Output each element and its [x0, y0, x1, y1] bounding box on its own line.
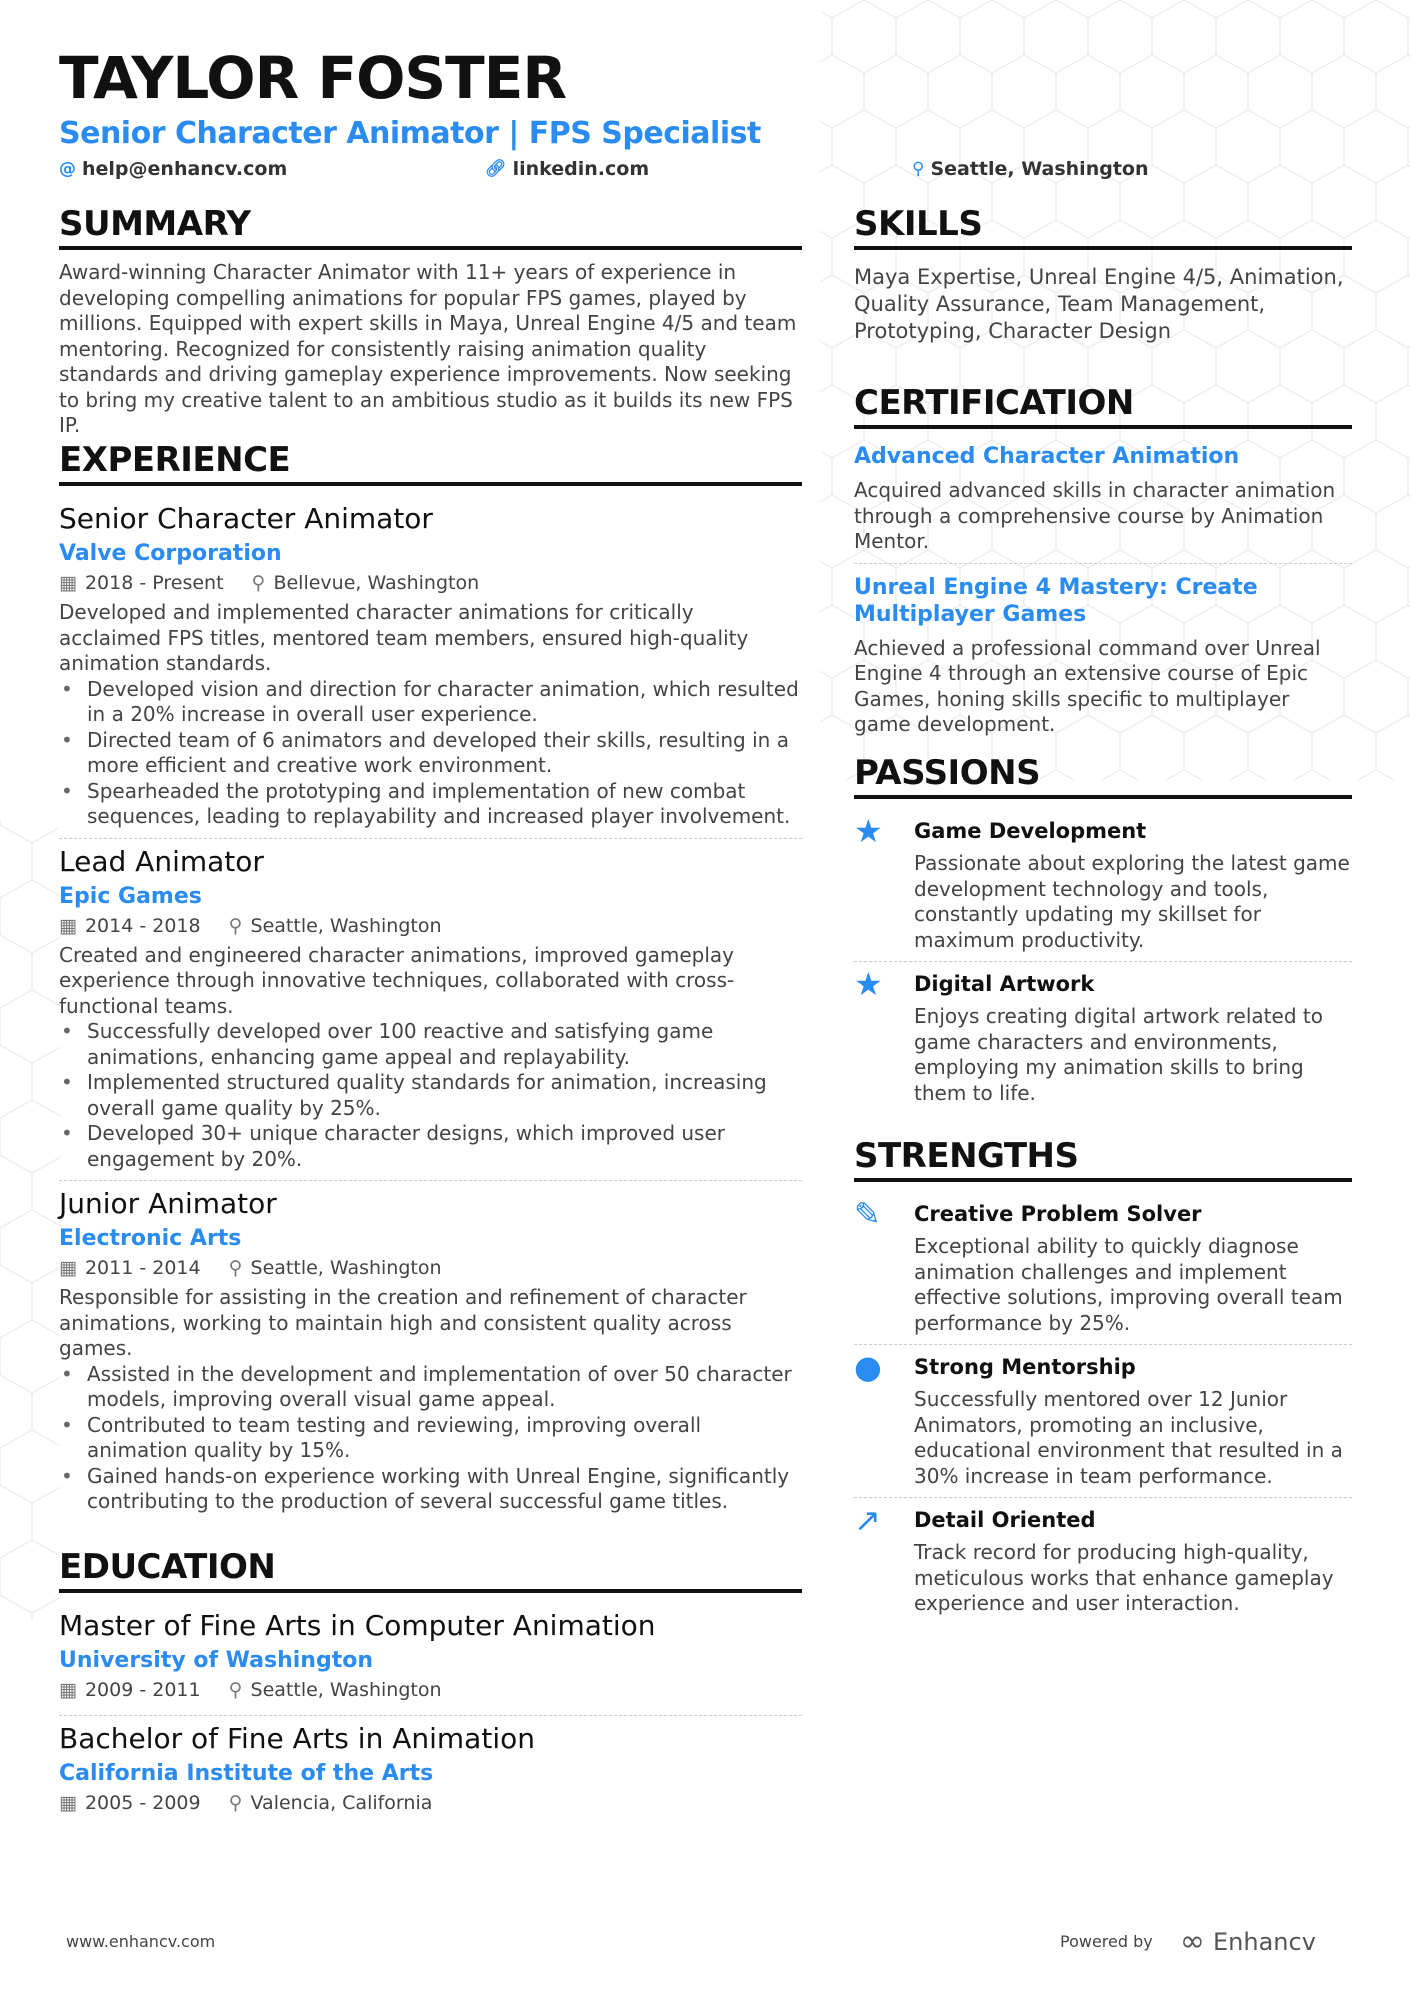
link-icon: 🔗︎ [485, 159, 507, 179]
infinity-icon: ∞ [1180, 1924, 1205, 1959]
contact-link[interactable]: 🔗︎ linkedin.com [485, 158, 650, 180]
item-description: Passionate about exploring the latest game development technology and tools, constantly updating my skillset for maximum productivity. [914, 851, 1350, 952]
location: ⚲ Seattle, Washington [228, 914, 442, 937]
calendar-icon: ▦ [59, 572, 77, 594]
degree: Bachelor of Fine Arts in Animation [59, 1722, 535, 1755]
dates: ▦ 2018 - Present [59, 572, 224, 594]
summary-section [59, 204, 802, 439]
enhancv-logo[interactable]: ∞ Enhancv [1180, 1924, 1316, 1959]
location: ⚲ Seattle, Washington [228, 1257, 442, 1279]
location-pin-icon: ⚲ [228, 1257, 243, 1279]
certification-title: Unreal Engine 4 Mastery: Create Multiplayer Games [854, 574, 1258, 627]
dates: ▦ 2009 - 2011 [59, 1679, 201, 1701]
certification-section [854, 383, 1352, 752]
bullet-list [59, 1362, 802, 1515]
candidate-name: TAYLOR FOSTER [59, 44, 566, 112]
skills-section [854, 204, 1352, 345]
item-description: Enjoys creating digital artwork related to game characters and environments, employing my animation skills to bring them to life. [914, 1004, 1323, 1105]
item-description: Track record for producing high-quality, meticulous works that enhance gameplay experience and user interaction. [914, 1540, 1334, 1615]
dates: ▦ 2014 - 2018 [59, 914, 201, 937]
item-description: Successfully mentored over 12 Junior Animators, promoting an inclusive, educational environment that resulted in a 30% increase in team performance. [914, 1387, 1343, 1488]
job-description: Created and engineered character animations, improved gameplay experience through innovative techniques, collaborated with cross-functional teams. [59, 942, 735, 1018]
contact-location: ⚲ Seattle, Washington [912, 158, 1149, 180]
job-title: Lead Animator [59, 844, 264, 878]
location-pin-icon: ⚲ [912, 159, 925, 179]
company-name: Valve Corporation [59, 541, 282, 566]
location-pin-icon: ⚲ [251, 572, 266, 594]
job-title: Junior Animator [59, 1187, 277, 1220]
item-title: Creative Problem Solver [914, 1202, 1202, 1226]
section-heading: SKILLS [854, 204, 1352, 250]
location-pin-icon: ⚲ [228, 1679, 243, 1701]
candidate-title: Senior Character Animator | FPS Specialist [59, 116, 761, 151]
head-icon: ● [854, 1348, 882, 1386]
location: ⚲ Bellevue, Washington [251, 572, 480, 594]
degree: Master of Fine Arts in Computer Animation [59, 1609, 656, 1642]
strengths-item [854, 1192, 1352, 1345]
school-name: California Institute of the Arts [59, 1761, 434, 1786]
location-pin-icon: ⚲ [228, 914, 243, 937]
bullet: • Implemented structured quality standards for animation, increasing overall game quality by 25%. [59, 1070, 802, 1121]
strengths-item [854, 1498, 1352, 1625]
job-description: Responsible for assisting in the creation and refinement of character animations, working to maintain high and consistent quality across games. [59, 1285, 747, 1360]
footer-powered: Powered by [1060, 1932, 1153, 1951]
at-icon: @ [59, 159, 76, 179]
bullet-list [59, 677, 802, 830]
section-heading: STRENGTHS [854, 1136, 1352, 1182]
calendar-icon: ▦ [59, 1679, 77, 1701]
summary-text: Award-winning Character Animator with 11+ years of experience in developing compelling animations for popular FPS games, played by millions. Equipped with expert skills in Maya, Unreal Engine 4/5 and team mentoring. Recognized for consistently raising animation quality standards and driving gameplay experience improvements. Now seeking to bring my creative talent to an ambitious studio as it builds its new FPS IP. [59, 260, 797, 437]
star-icon: ★ [854, 812, 883, 850]
experience-entry [59, 839, 802, 1182]
bullet: • Successfully developed over 100 reactive and satisfying game animations, enhancing game appeal and replayability. [59, 1019, 802, 1070]
certification-entry [854, 570, 1352, 746]
bullet: • Directed team of 6 animators and developed their skills, resulting in a more efficient and creative work environment. [59, 728, 802, 779]
section-heading: PASSIONS [854, 753, 1352, 799]
calendar-icon: ▦ [59, 914, 77, 937]
bullet: • Developed vision and direction for character animation, which resulted in a 20% increase in overall user experience. [59, 677, 802, 728]
contact-email[interactable]: @ help@enhancv.com [59, 158, 288, 180]
company-name: Electronic Arts [59, 1226, 242, 1251]
passions-section [854, 753, 1352, 1114]
dates: ▦ 2005 - 2009 [59, 1792, 201, 1814]
strategy-icon: ↗ [854, 1501, 881, 1539]
section-heading: SUMMARY [59, 204, 802, 250]
item-title: Detail Oriented [914, 1508, 1096, 1532]
footer-website[interactable]: www.enhancv.com [66, 1932, 216, 1951]
education-entry [59, 1716, 802, 1828]
certification-description: Achieved a professional command over Unreal Engine 4 through an extensive course of Epic Games, honing skills specific to multiplayer game development. [854, 635, 1321, 736]
certification-entry [854, 439, 1352, 564]
bullet: • Assisted in the development and implementation of over 50 character models, improving overall visual game appeal. [59, 1362, 802, 1413]
company-name: Epic Games [59, 883, 202, 909]
bullet-list [59, 1019, 802, 1172]
passions-item [854, 962, 1352, 1114]
skills-text: Maya Expertise, Unreal Engine 4/5, Animation, Quality Assurance, Team Management, Prototyping, Character Design [854, 265, 1344, 343]
location: ⚲ Seattle, Washington [228, 1679, 442, 1701]
item-title: Game Development [914, 819, 1147, 843]
strengths-section [854, 1136, 1352, 1625]
location: ⚲ Valencia, California [228, 1792, 433, 1814]
item-title: Digital Artwork [914, 972, 1095, 996]
bullet: • Gained hands-on experience working with Unreal Engine, significantly contributing to the production of several successful game titles. [59, 1464, 802, 1515]
bullet: • Contributed to team testing and reviewing, improving overall animation quality by 15%. [59, 1413, 802, 1464]
item-description: Exceptional ability to quickly diagnose animation challenges and implement effective solutions, improving overall team performance by 25%. [914, 1234, 1343, 1335]
job-description: Developed and implemented character animations for critically acclaimed FPS titles, mentored team members, ensured high-quality animation standards. [59, 600, 749, 675]
experience-entry [59, 1181, 802, 1523]
certification-title: Advanced Character Animation [854, 444, 1240, 469]
strengths-item [854, 1345, 1352, 1498]
star-icon: ★ [854, 965, 883, 1003]
school-name: University of Washington [59, 1648, 374, 1673]
experience-section [59, 440, 802, 1523]
bullet: • Spearheaded the prototyping and implementation of new combat sequences, leading to replayability and increased player involvement. [59, 779, 802, 830]
education-section [59, 1547, 802, 1828]
location-pin-icon: ⚲ [228, 1792, 243, 1814]
certification-description: Acquired advanced skills in character animation through a comprehensive course by Animation Mentor. [854, 478, 1336, 553]
job-title: Senior Character Animator [59, 502, 433, 535]
calendar-icon: ▦ [59, 1257, 77, 1279]
section-heading: EXPERIENCE [59, 440, 802, 486]
section-heading: EDUCATION [59, 1547, 802, 1593]
magic-wand-icon: ✎ [854, 1195, 881, 1233]
section-heading: CERTIFICATION [854, 383, 1352, 429]
experience-entry [59, 496, 802, 839]
bullet: • Developed 30+ unique character designs, which improved user engagement by 20%. [59, 1121, 802, 1172]
education-entry [59, 1603, 802, 1716]
dates: ▦ 2011 - 2014 [59, 1257, 201, 1279]
item-title: Strong Mentorship [914, 1355, 1136, 1379]
passions-item [854, 809, 1352, 962]
calendar-icon: ▦ [59, 1792, 77, 1814]
